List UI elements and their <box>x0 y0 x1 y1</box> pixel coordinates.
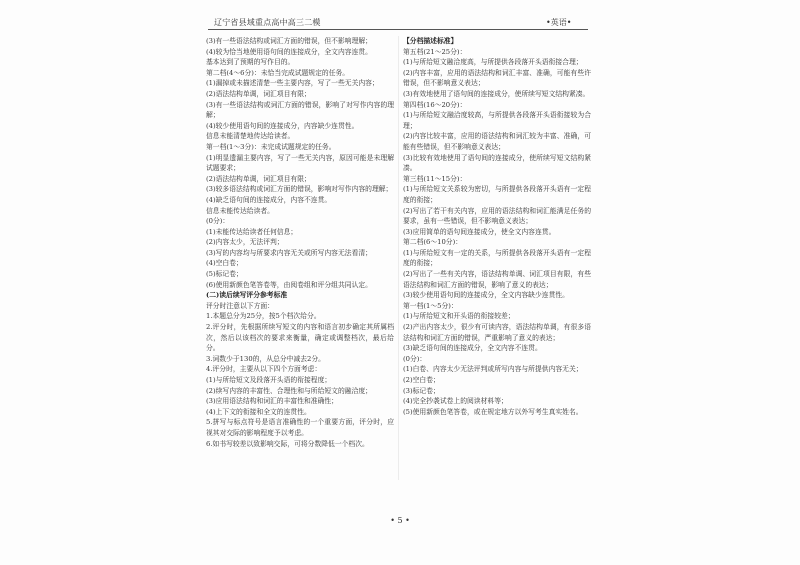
paragraph: 3.词数少于130的，从总分中减去2分。 <box>206 354 325 363</box>
paragraph: 4.评分时，主要从以下四个方面考虑： <box>206 365 322 374</box>
grade-heading: 第二档(6～10分)： <box>403 238 463 247</box>
paragraph: (4)较少使用语句间的连接成分，内容缺少连贯性。 <box>206 121 359 130</box>
left-column <box>206 36 394 449</box>
section-heading: 【分档描述标准】 <box>403 37 458 45</box>
grade-heading: 第四档(16～20分)： <box>403 100 467 109</box>
paragraph: (1)明显遗漏主要内容，写了一些无关内容，原因可能是未理解试题要求； <box>206 153 394 173</box>
paragraph: (1)与所给短文关系较为密切，与所提供各段落开头语有一定程度的衔接； <box>403 185 591 204</box>
right-column <box>403 36 591 417</box>
paragraph: (3)较少使用语句间的连接成分，全文内容缺少连贯性。 <box>403 291 569 300</box>
paragraph: (4)上下文的衔接和全文的连贯性。 <box>206 407 311 416</box>
paragraph: 5.拼写与标点符号是语言准确性的一个重要方面，评分时，应视其对交际的影响程度予以考虑。 <box>206 418 394 437</box>
paragraph: (1)白卷、内容太少无法评判或所写内容与所提供内容无关； <box>403 365 583 374</box>
header-divider <box>208 29 588 30</box>
section-heading: (二)读后续写评分参考标准 <box>206 291 288 300</box>
paragraph: 评分时注意以下方面： <box>206 301 274 310</box>
paragraph: (3)有效地使用了语句间的连接成分，使所续写短文结构紧凑。 <box>403 89 590 98</box>
paragraph: (1)与所给短文融洽度高，与所提供各段落开头语衔接合理； <box>403 58 583 67</box>
grade-heading: (0分)： <box>403 354 427 363</box>
grade-heading: 第一档(1～5分)： <box>403 301 458 310</box>
column-divider <box>398 36 399 480</box>
paragraph: (1)与所给短文融洽度较高，与所提供各段落开头语衔接较为合理； <box>403 111 591 130</box>
paragraph: (1)与所给短文有一定的关系，与所提供各段落开头语有一定程度的衔接； <box>403 248 591 268</box>
page-number: • 5 • <box>390 516 410 525</box>
paragraph: (5)标记卷； <box>206 270 243 279</box>
grade-heading: 第三档(11～15分)： <box>403 174 467 183</box>
paragraph: 6.如书写较差以致影响交际，可将分数降低一个档次。 <box>206 439 369 448</box>
paragraph: (3)应用简单的语句间连接成分，使全文内容连贯。 <box>403 227 556 236</box>
grade-heading: (0分)： <box>206 217 230 226</box>
paragraph: (1)与所给短文和开头语的衔接较差； <box>403 312 515 321</box>
paragraph: (2)内容丰富，应用的语法结构和词汇丰富、准确，可能有些许错误，但不影响意义表达； <box>403 68 591 88</box>
paragraph: 信息未能传达给读者。 <box>206 206 274 215</box>
paragraph: (4)空白卷； <box>206 259 243 268</box>
paragraph: (2)续写内容的丰富性、合理性和与所给短文的融洽度； <box>206 386 372 395</box>
paragraph: (3)应用语法结构和词汇的丰富性和准确性； <box>206 397 338 406</box>
paragraph: 2.评分时，先根据所续写短文的内容和语言初步确定其所属档次，然后以该档次的要求来衡量，确定或调整档次，最后给分。 <box>206 323 394 353</box>
paragraph: (1)与所给短文及段落开头语的衔接程度； <box>206 376 332 384</box>
paragraph: 1.本题总分为25分，按5个档次给分。 <box>206 312 321 321</box>
grade-heading: 第二档(4～6分)：未恰当完成试题规定的任务。 <box>206 68 350 77</box>
paragraph: (1)未能传达给读者任何信息； <box>206 227 298 236</box>
paragraph: (2)语法结构单调，词汇项目有限； <box>206 89 311 98</box>
paragraph: (1)漏掉或未描述清楚一些主要内容，写了一些无关内容； <box>206 79 379 88</box>
paragraph: 基本达到了预期的写作目的。 <box>206 58 295 67</box>
paragraph: (3)有一些语法结构或词汇方面的错误，影响了对写作内容的理解； <box>206 100 394 120</box>
grade-heading: 第五档(21～25分)： <box>403 47 467 56</box>
paragraph: (4)较为恰当地使用语句间的连接成分，全文内容连贯。 <box>206 47 372 56</box>
paragraph: (3)比较有效地使用了语句间的连接成分，使所续写短文结构紧凑。 <box>403 153 591 173</box>
paragraph: (3)有一些语法结构或词汇方面的错误，但不影响理解； <box>206 37 372 45</box>
paragraph: (3)写的内容均与所要求内容无关或所写内容无法看清； <box>206 248 372 257</box>
header-subject: •英语• <box>546 18 572 27</box>
paragraph: (2)产出内容太少，很少有可读内容，语法结构单调，有很多语法结构和词汇方面的错误，严重影响了意义的表达； <box>403 323 591 342</box>
paragraph: 信息未能清楚地传达给读者。 <box>206 132 295 141</box>
paragraph: (4)缺乏语句间的连接成分，内容不连贯。 <box>206 195 332 204</box>
paragraph: (3)缺乏语句间的连接成分，全文内容不连贯。 <box>403 344 542 353</box>
paragraph: (2)空白卷； <box>403 376 440 384</box>
paragraph: (4)完全抄袭试卷上的阅读材料等； <box>403 397 508 406</box>
paragraph: (2)写出了一些有关内容，语法结构单调、词汇项目有限，有些语法结构和词汇方面的错误，影响了意义的表达； <box>403 270 591 289</box>
paragraph: (2)内容比较丰富，应用的语法结构和词汇较为丰富、准确，可能有些错误，但不影响意义表达； <box>403 132 591 151</box>
header-title: 辽宁省县域重点高中高三二模 <box>214 18 321 27</box>
grade-heading: 第一档(1～3分)：未完成试题规定的任务。 <box>206 142 336 151</box>
paragraph: (2)写出了若干有关内容，应用的语法结构和词汇能满足任务的要求，虽有一些错误，但不影响意义表达； <box>403 206 591 226</box>
paragraph: (5)使用新颜色笔答卷，或在规定地方以外写考生真实姓名。 <box>403 407 583 416</box>
paragraph: (2)内容太少，无法评判； <box>206 238 284 247</box>
paragraph: (2)语法结构单调，词汇项目有限； <box>206 174 311 183</box>
paragraph: (3)标记卷； <box>403 386 440 395</box>
paragraph: (3)较多语法结构或词汇方面的错误，影响对写作内容的理解； <box>206 185 393 194</box>
paragraph: (6)使用新颜色笔答卷等，由阅卷组和评分组共同认定。 <box>206 280 372 289</box>
